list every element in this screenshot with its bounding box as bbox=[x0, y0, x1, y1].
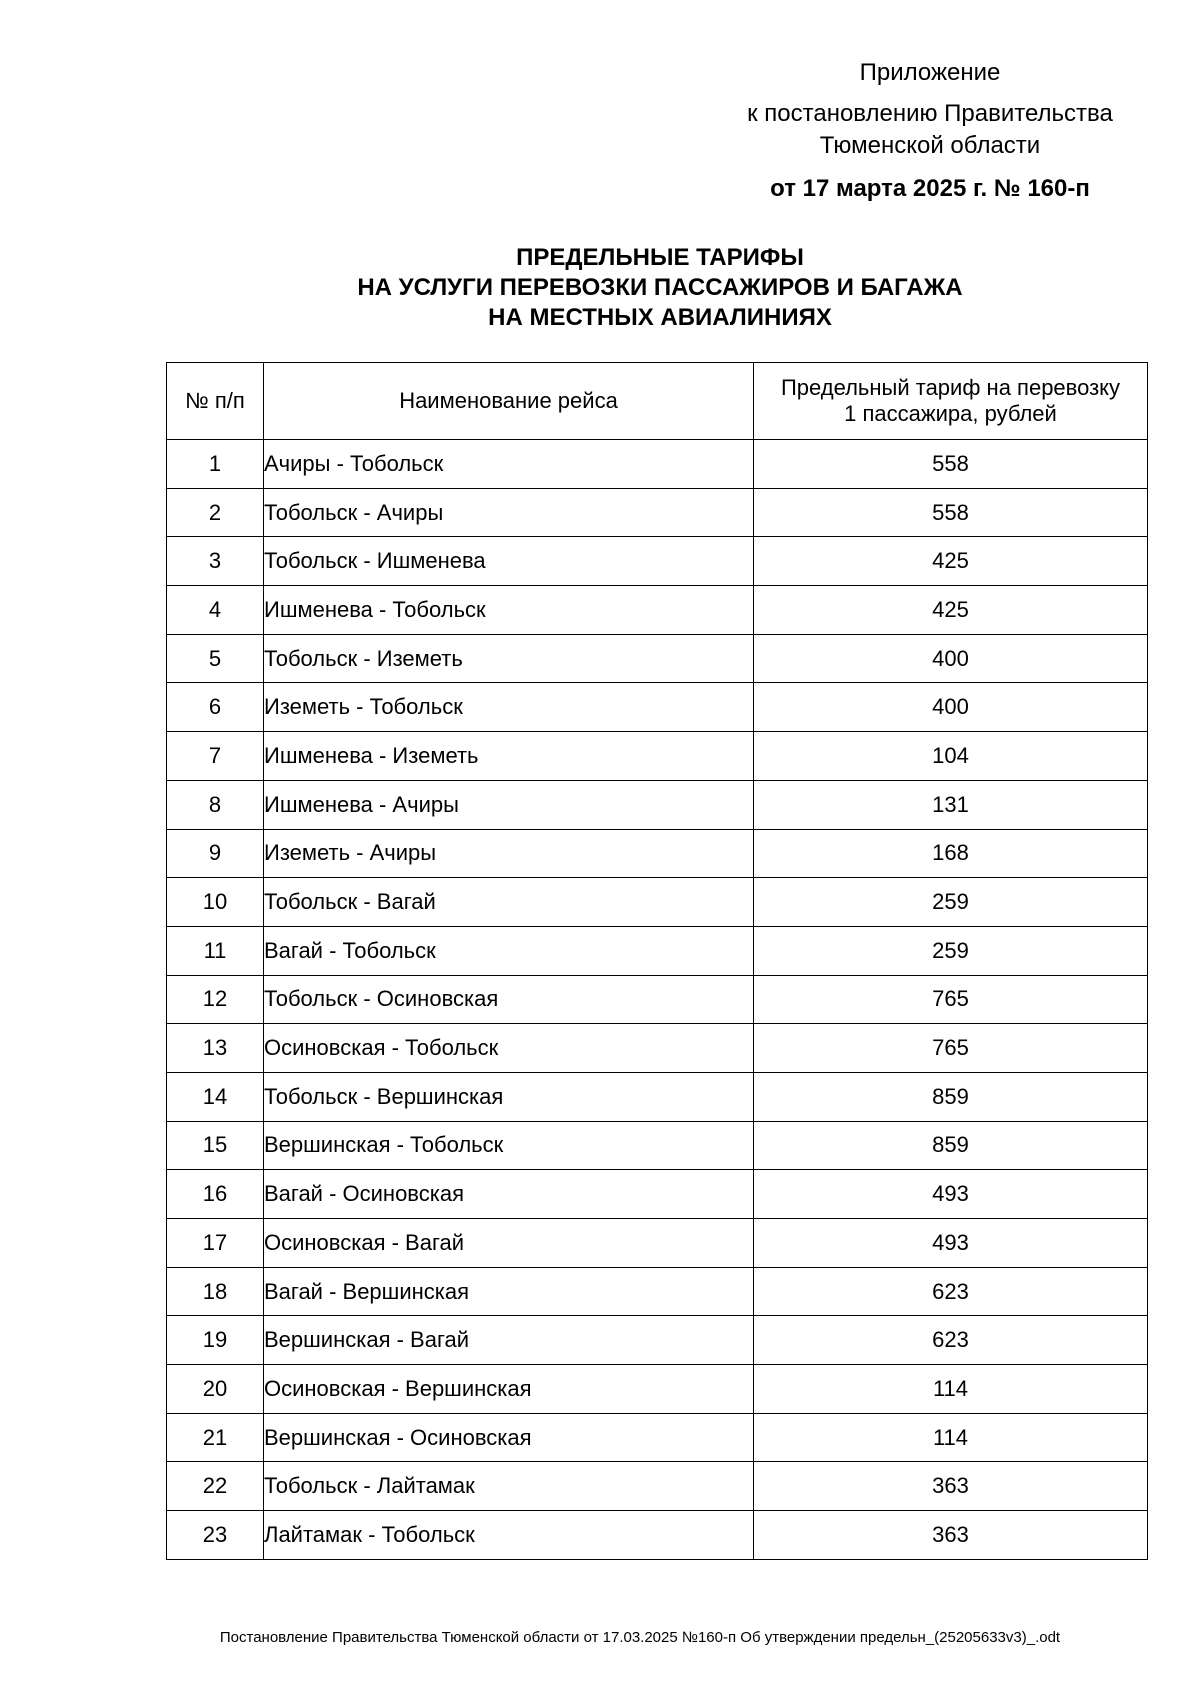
flight-name: Тобольск - Вагай bbox=[264, 878, 754, 927]
flight-name: Тобольск - Вершинская bbox=[264, 1072, 754, 1121]
header-number: № п/п bbox=[167, 363, 264, 440]
header-flight-name: Наименование рейса bbox=[264, 363, 754, 440]
flight-name: Осиновская - Вагай bbox=[264, 1219, 754, 1268]
max-tariff-value: 259 bbox=[754, 926, 1148, 975]
row-number: 20 bbox=[167, 1365, 264, 1414]
table-header-row bbox=[167, 363, 1148, 440]
row-number: 13 bbox=[167, 1024, 264, 1073]
table-row bbox=[167, 634, 1148, 683]
flight-name: Ишменева - Иземеть bbox=[264, 732, 754, 781]
row-number: 21 bbox=[167, 1413, 264, 1462]
max-tariff-value: 765 bbox=[754, 1024, 1148, 1073]
flight-name: Осиновская - Тобольск bbox=[264, 1024, 754, 1073]
flight-name: Лайтамак - Тобольск bbox=[264, 1511, 754, 1560]
max-tariff-value: 558 bbox=[754, 488, 1148, 537]
max-tariff-value: 623 bbox=[754, 1267, 1148, 1316]
document-title-line2: НА УСЛУГИ ПЕРЕВОЗКИ ПАССАЖИРОВ И БАГАЖА bbox=[357, 274, 963, 301]
row-number: 5 bbox=[167, 634, 264, 683]
table-row bbox=[167, 1024, 1148, 1073]
table-row bbox=[167, 975, 1148, 1024]
max-tariff-value: 493 bbox=[754, 1170, 1148, 1219]
flight-name: Вагай - Тобольск bbox=[264, 926, 754, 975]
row-number: 19 bbox=[167, 1316, 264, 1365]
max-tariff-value: 400 bbox=[754, 683, 1148, 732]
max-tariff-value: 168 bbox=[754, 829, 1148, 878]
row-number: 17 bbox=[167, 1219, 264, 1268]
flight-name: Вершинская - Осиновская bbox=[264, 1413, 754, 1462]
table-row bbox=[167, 1219, 1148, 1268]
flight-name: Тобольск - Ишменева bbox=[264, 537, 754, 586]
table-row bbox=[167, 1267, 1148, 1316]
table-row bbox=[167, 537, 1148, 586]
document-title-line1: ПРЕДЕЛЬНЫЕ ТАРИФЫ bbox=[516, 244, 804, 271]
max-tariff-value: 114 bbox=[754, 1413, 1148, 1462]
table-row bbox=[167, 1413, 1148, 1462]
table-row bbox=[167, 1365, 1148, 1414]
row-number: 12 bbox=[167, 975, 264, 1024]
flight-name: Ишменева - Ачиры bbox=[264, 780, 754, 829]
max-tariff-value: 493 bbox=[754, 1219, 1148, 1268]
table-row bbox=[167, 683, 1148, 732]
max-tariff-value: 859 bbox=[754, 1072, 1148, 1121]
table-row bbox=[167, 586, 1148, 635]
row-number: 18 bbox=[167, 1267, 264, 1316]
row-number: 16 bbox=[167, 1170, 264, 1219]
flight-name: Ишменева - Тобольск bbox=[264, 586, 754, 635]
footer-file-reference: Постановление Правительства Тюменской области от 17.03.2025 №160-п Об утверждении предельн_(25205633v3)_.odt bbox=[219, 1629, 1061, 1646]
max-tariff-value: 558 bbox=[754, 440, 1148, 489]
flight-name: Вагай - Вершинская bbox=[264, 1267, 754, 1316]
flight-name: Осиновская - Вершинская bbox=[264, 1365, 754, 1414]
row-number: 9 bbox=[167, 829, 264, 878]
max-tariff-value: 623 bbox=[754, 1316, 1148, 1365]
row-number: 4 bbox=[167, 586, 264, 635]
tariffs-table bbox=[166, 362, 1148, 1560]
row-number: 7 bbox=[167, 732, 264, 781]
flight-name: Вершинская - Вагай bbox=[264, 1316, 754, 1365]
table-row bbox=[167, 1462, 1148, 1511]
appendix-reference-line1: к постановлению Правительства bbox=[747, 100, 1113, 127]
flight-name: Иземеть - Ачиры bbox=[264, 829, 754, 878]
table-row bbox=[167, 488, 1148, 537]
flight-name: Тобольск - Ачиры bbox=[264, 488, 754, 537]
table-row bbox=[167, 1316, 1148, 1365]
flight-name: Тобольск - Лайтамак bbox=[264, 1462, 754, 1511]
max-tariff-value: 363 bbox=[754, 1462, 1148, 1511]
max-tariff-value: 425 bbox=[754, 537, 1148, 586]
max-tariff-value: 114 bbox=[754, 1365, 1148, 1414]
row-number: 11 bbox=[167, 926, 264, 975]
table-row bbox=[167, 1511, 1148, 1560]
table-body bbox=[167, 440, 1148, 1560]
table-row bbox=[167, 732, 1148, 781]
resolution-date-number: от 17 марта 2025 г. № 160-п bbox=[770, 175, 1090, 202]
header-max-tariff-line2: 1 пассажира, рублей bbox=[844, 401, 1057, 426]
flight-name: Тобольск - Иземеть bbox=[264, 634, 754, 683]
table-row bbox=[167, 878, 1148, 927]
table-row bbox=[167, 926, 1148, 975]
table-row bbox=[167, 440, 1148, 489]
row-number: 22 bbox=[167, 1462, 264, 1511]
flight-name: Тобольск - Осиновская bbox=[264, 975, 754, 1024]
table-row bbox=[167, 780, 1148, 829]
row-number: 6 bbox=[167, 683, 264, 732]
document-title-line3: НА МЕСТНЫХ АВИАЛИНИЯХ bbox=[488, 304, 832, 331]
flight-name: Вагай - Осиновская bbox=[264, 1170, 754, 1219]
document-title bbox=[160, 243, 1160, 333]
row-number: 10 bbox=[167, 878, 264, 927]
row-number: 2 bbox=[167, 488, 264, 537]
max-tariff-value: 765 bbox=[754, 975, 1148, 1024]
table-row bbox=[167, 829, 1148, 878]
max-tariff-value: 400 bbox=[754, 634, 1148, 683]
flight-name: Ачиры - Тобольск bbox=[264, 440, 754, 489]
row-number: 1 bbox=[167, 440, 264, 489]
appendix-reference-line2: Тюменской области bbox=[819, 132, 1041, 159]
table-row bbox=[167, 1170, 1148, 1219]
row-number: 23 bbox=[167, 1511, 264, 1560]
appendix-reference bbox=[690, 98, 1170, 162]
max-tariff-value: 859 bbox=[754, 1121, 1148, 1170]
header-max-tariff bbox=[754, 363, 1148, 440]
row-number: 8 bbox=[167, 780, 264, 829]
row-number: 14 bbox=[167, 1072, 264, 1121]
max-tariff-value: 259 bbox=[754, 878, 1148, 927]
flight-name: Иземеть - Тобольск bbox=[264, 683, 754, 732]
table-row bbox=[167, 1121, 1148, 1170]
flight-name: Вершинская - Тобольск bbox=[264, 1121, 754, 1170]
row-number: 15 bbox=[167, 1121, 264, 1170]
header-max-tariff-line1: Предельный тариф на перевозку bbox=[780, 375, 1121, 400]
appendix-label: Приложение bbox=[859, 59, 1001, 86]
max-tariff-value: 425 bbox=[754, 586, 1148, 635]
max-tariff-value: 104 bbox=[754, 732, 1148, 781]
max-tariff-value: 363 bbox=[754, 1511, 1148, 1560]
max-tariff-value: 131 bbox=[754, 780, 1148, 829]
row-number: 3 bbox=[167, 537, 264, 586]
table-row bbox=[167, 1072, 1148, 1121]
